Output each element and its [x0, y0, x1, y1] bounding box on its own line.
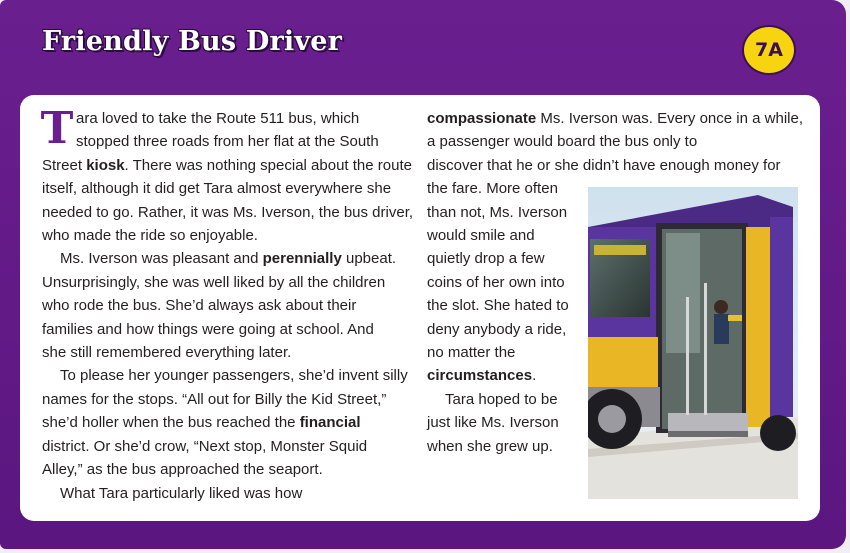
text-run: .: [532, 367, 537, 385]
text-line: [427, 130, 817, 153]
text-run: the fare. More often: [427, 180, 558, 198]
text-line: [42, 458, 422, 481]
text-run: than not, Ms. Iverson: [427, 203, 568, 221]
vocab-word: financial: [299, 414, 361, 432]
vocab-word: circumstances: [427, 367, 533, 385]
bus-illustration: [588, 187, 798, 499]
text-line: [427, 107, 817, 130]
text-line: [42, 130, 422, 153]
drop-cap: T: [40, 103, 74, 154]
text-line: [42, 482, 422, 505]
text-run: Street: [42, 156, 87, 174]
story-panel: [20, 95, 820, 521]
text-run: when she grew up.: [427, 437, 553, 455]
vocab-word: perennially: [262, 250, 342, 268]
text-run: What Tara particularly liked was how: [60, 484, 303, 502]
text-run: she still remembered everything later.: [42, 344, 292, 362]
text-line: [42, 294, 422, 317]
text-run: Tara hoped to be: [445, 390, 558, 408]
text-run: names for the stops. “All out for Billy the Kid Street,”: [42, 390, 387, 408]
text-run: needed to go. Rather, it was Ms. Iverson, the bus driver,: [42, 203, 414, 221]
text-line: [42, 411, 422, 434]
text-run: coins of her own into: [427, 273, 565, 291]
text-run: a passenger would board the bus only to: [427, 133, 698, 151]
text-run: just like Ms. Iverson: [427, 414, 559, 432]
text-run: quietly drop a few: [427, 250, 545, 268]
text-run: ara loved to take the Route 511 bus, which: [76, 110, 360, 127]
text-run: district. Or she’d crow, “Next stop, Monster Squid: [42, 437, 368, 455]
text-run: who rode the bus. She’d always ask about their: [42, 297, 357, 315]
text-line: [42, 247, 422, 270]
text-line: [42, 271, 422, 294]
text-line: [42, 364, 422, 387]
text-run: Unsurprisingly, she was well liked by all the children: [42, 273, 386, 291]
text-run: who made the ride so enjoyable.: [42, 227, 258, 245]
page-title: Friendly Bus Driver: [42, 26, 343, 57]
text-run: . There was nothing special about the route: [124, 156, 412, 174]
text-line: [42, 435, 422, 458]
story-column-left: [40, 103, 422, 505]
text-run: no matter the: [427, 344, 516, 362]
text-run: would smile and: [427, 227, 535, 245]
text-line: [42, 177, 422, 200]
text-run: she’d holler when the bus reached the: [42, 414, 300, 432]
text-run: itself, although it did get Tara almost everywhere she: [42, 180, 392, 198]
text-run: the slot. She hated to: [427, 297, 569, 315]
text-run: deny anybody a ride,: [427, 320, 567, 338]
text-run: families and how things were going at school. And: [42, 320, 374, 338]
vocab-word: kiosk: [86, 156, 125, 174]
text-line: [42, 201, 422, 224]
vocab-word: compassionate: [427, 110, 537, 127]
text-run: Ms. Iverson was. Every once in a while,: [536, 110, 803, 127]
text-line: [427, 154, 817, 177]
text-run: stopped three roads from her flat at the South: [76, 133, 379, 151]
text-run: Ms. Iverson was pleasant and: [60, 250, 263, 268]
text-line: [42, 154, 422, 177]
text-line: [42, 318, 422, 341]
bus-photo: [588, 187, 798, 499]
text-line: [42, 388, 422, 411]
text-run: To please her younger passengers, she’d invent silly: [60, 367, 408, 385]
text-line: [42, 341, 422, 364]
text-run: Alley,” as the bus approached the seaport.: [42, 461, 323, 479]
text-line: [42, 224, 422, 247]
page-number-badge: 7A: [742, 25, 796, 75]
text-run: upbeat.: [341, 250, 397, 268]
text-run: discover that he or she didn’t have enough money for: [427, 156, 781, 174]
